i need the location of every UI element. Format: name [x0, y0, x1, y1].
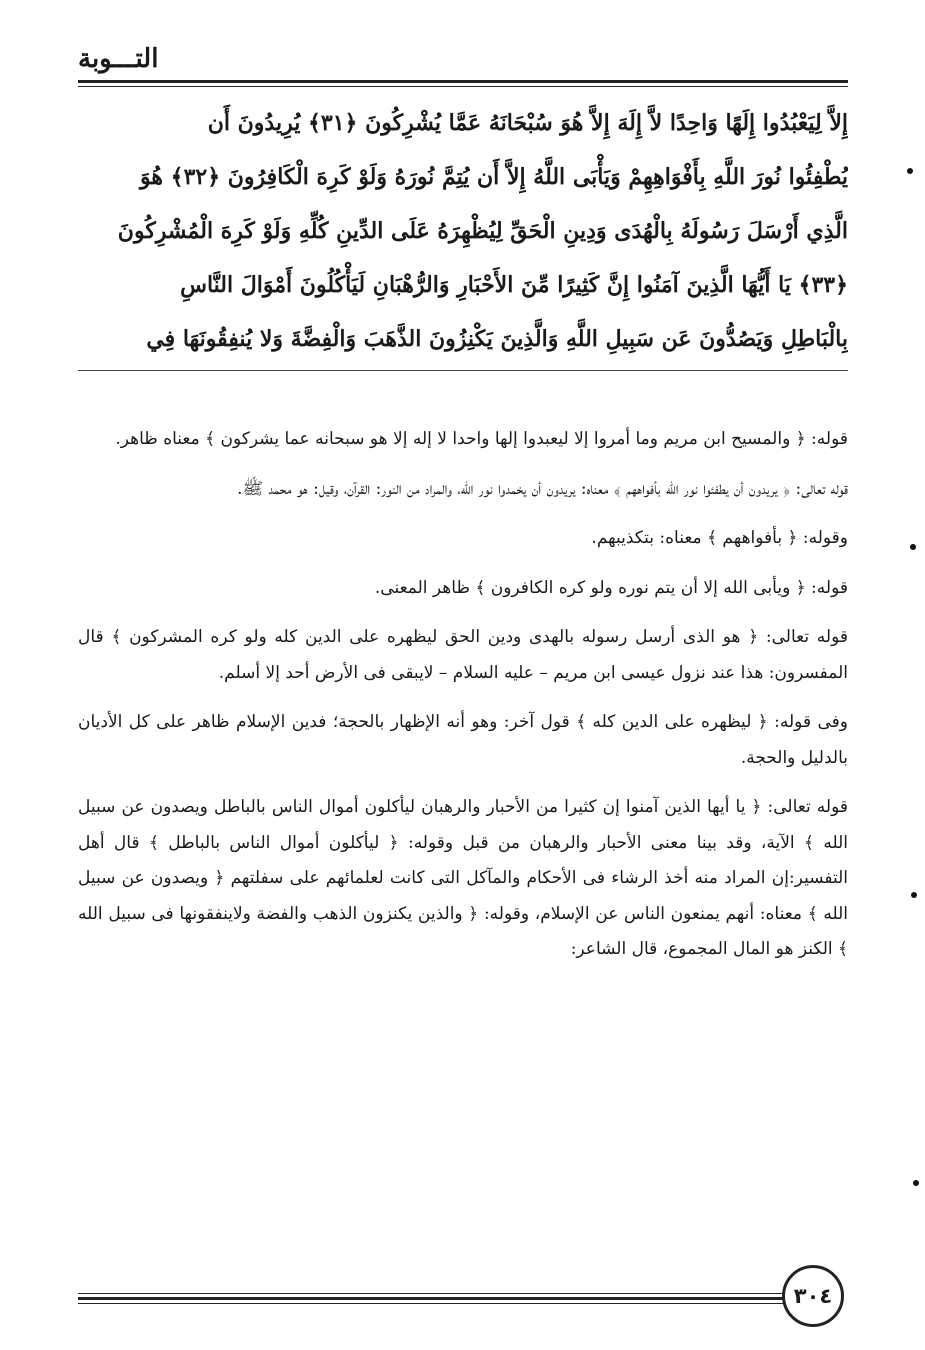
margin-dot — [907, 168, 913, 174]
commentary-paragraph: وفى قوله: ﴿ ليظهره على الدين كله ﴾ قول آخر: وهو أنه الإظهار بالحجة؛ فدين الإسلام ظاهر على كل الأديان بالدليل والحجة. — [78, 712, 848, 768]
surah-title: التـــوبة — [78, 44, 159, 74]
margin-dot — [913, 1180, 919, 1186]
quran-line: يُطْفِئُوا نُورَ اللَّهِ بِأَفْوَاهِهِمْ وَيَأْبَى اللَّهُ إِلاَّ أَن يُتِمَّ نُورَهُ وَلَوْ كَرِهَ الْكَافِرُونَ ﴿٣٢﴾ هُوَ — [140, 164, 848, 190]
header-rule-thin — [78, 86, 848, 87]
quran-line: بِالْبَاطِلِ وَيَصُدُّونَ عَن سَبِيلِ اللَّهِ وَالَّذِينَ يَكْنِزُونَ الذَّهَبَ وَالْفِضَّةَ وَلا يُنفِقُونَهَا فِي — [146, 326, 848, 352]
commentary-paragraph: قوله تعالى: ﴿ يا أيها الذين آمنوا إن كثيرا من الأحبار والرهبان ليأكلون أموال الناس بالباطل ويصدون عن سبيل الله ﴾ الآية، وقد بينا معنى الأحبار والرهبان من قبل وقوله: ﴿ ليأكلون أموال الناس بالباطل ﴾ قال أهل التفسير:إن المراد منه أخذ الرشاء فى الأحكام والمآكل التى كانت لعلمائهم على سفلتهم ﴿ ويصدون عن سبيل الله ﴾ معناه: أنهم يمنعون الناس عن الإسلام، وقوله: ﴿ والذين يكنزون الذهب والفضة ولاينفقونها فى سبيل الله ﴾ الكنز هو المال المجموع، قال الشاعر: — [78, 797, 848, 959]
footer-rule-thick — [78, 1297, 798, 1300]
commentary-block — [78, 422, 848, 968]
quran-line: الَّذِي أَرْسَلَ رَسُولَهُ بِالْهُدَى وَدِينِ الْحَقِّ لِيُظْهِرَهُ عَلَى الدِّينِ كُلِّهِ وَلَوْ كَرِهَ الْمُشْرِكُونَ — [117, 218, 848, 244]
commentary-paragraph: وقوله: ﴿ بأفواههم ﴾ معناه: بتكذيبهم. — [591, 528, 848, 548]
footer-rule — [78, 1303, 798, 1304]
header-rule — [78, 80, 848, 83]
footer-rule — [78, 1293, 798, 1294]
page-number-badge: ٣٠٤ — [782, 1265, 844, 1327]
quran-underline — [78, 370, 848, 371]
commentary-paragraph: قوله: ﴿ ويأبى الله إلا أن يتم نوره ولو كره الكافرون ﴾ ظاهر المعنى. — [374, 577, 848, 598]
margin-dot — [910, 544, 916, 550]
quran-line: ﴿٣٣﴾ يَا أَيُّهَا الَّذِينَ آمَنُوا إِنَّ كَثِيرًا مِّنَ الأَحْبَارِ وَالرُّهْبَانِ لَيَأْكُلُونَ أَمْوَالَ النَّاسِ — [180, 272, 848, 298]
quran-text-block — [78, 96, 848, 366]
commentary-paragraph: قوله: ﴿ والمسيح ابن مريم وما أمروا إلا ليعبدوا إلها واحدا لا إله إلا هو سبحانه عما يشركون ﴾ معناه ظاهر. — [115, 429, 848, 449]
commentary-paragraph: قوله تعالى: ﴿ هو الذى أرسل رسوله بالهدى ودين الحق ليظهره على الدين كله ولو كره المشركون ﴾ قال المفسرون: هذا عند نزول عيسى ابن مريم – عليه السلام – لايبقى فى الأرض أحد إلا أسلم. — [78, 627, 848, 683]
quran-line: إِلاَّ لِيَعْبُدُوا إِلَهًا وَاحِدًا لاَّ إِلَهَ إِلاَّ هُوَ سُبْحَانَهُ عَمَّا يُشْرِكُونَ ﴿٣١﴾ يُرِيدُونَ أَن — [207, 110, 848, 136]
commentary-paragraph: قوله تعالى: ﴿ يريدون أن يطفئوا نور الله بأفواههم ﴾ معناه: يريدون أن يخمدوا نور الله، والمراد من النور: القرآن، وقيل: هو محمد ﷺ. — [237, 478, 848, 499]
margin-dot — [911, 892, 917, 898]
